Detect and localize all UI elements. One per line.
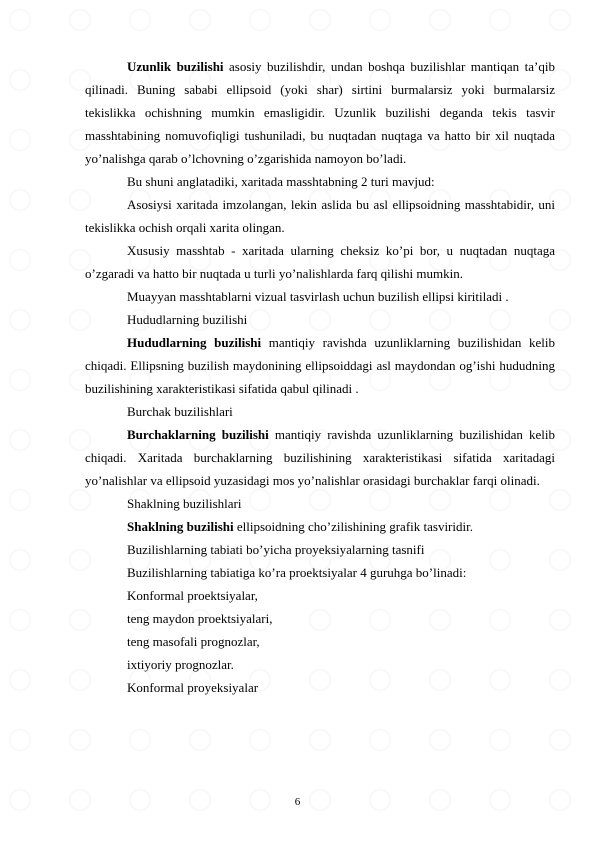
heading-shaklning-buzilishlari: Shaklning buzilishlari bbox=[127, 496, 242, 511]
paragraph-burchaklarning-buzilishi bbox=[85, 423, 555, 492]
list-item-teng-masofali: teng masofali prognozlar, bbox=[127, 634, 260, 649]
list-item-teng-maydon: teng maydon proektsiyalari, bbox=[127, 611, 273, 626]
heading-proyeksiyalar-tasnifi: Buzilishlarning tabiati bo’yicha proyeksiyalarning tasnifi bbox=[127, 542, 425, 557]
document-body bbox=[85, 55, 555, 699]
paragraph-text: ellipsoidning cho’zilishining grafik tasviridir. bbox=[233, 519, 473, 534]
paragraph-text: mantiqiy ravishda uzunliklarning buzilishidan kelib chiqadi. Xaritada burchaklarning buzilishining xarakteristikasi sifatida xaritadagi yo’nalishlar va ellipsoid yuzasidagi mos yo’nalishlar orasidagi burchaklar farqi olinadi. bbox=[85, 427, 555, 488]
list-item-konformal: Konformal proektsiyalar, bbox=[127, 588, 258, 603]
heading-hududlarning-buzilishi: Hududlarning buzilishi bbox=[127, 312, 248, 327]
paragraph-asosiy-masshtab: Asosiysi xaritada imzolangan, lekin aslida bu asl ellipsoidning masshtabidir, uni tekislikka ochish orqali xarita olingan. bbox=[85, 197, 555, 235]
term-hududlarning-buzilishi: Hududlarning buzilishi bbox=[127, 335, 262, 350]
paragraph-buzilish-ellipsi: Muayyan masshtablarni vizual tasvirlash uchun buzilish ellipsi kiritiladi . bbox=[127, 289, 509, 304]
paragraph-text: asosiy buzilishdir, undan boshqa buzilishlar mantiqan ta’qib qilinadi. Buning sababi ellipsoid (yoki shar) sirtini burmalarsiz yoki burmalarsiz tekislikka ochishning mumkin emasligidir. Uzunlik buzilishi deganda tekis tasvir masshtabining nomuvofiqligi tushuniladi, bu nuqtadan nuqtaga va hatto bir xil nuqtada yo’nalishga qarab o’lchovning o’zgarishida namoyon bo’ladi. bbox=[85, 59, 555, 166]
page-number: 6 bbox=[294, 796, 301, 808]
paragraph-guruhlar: Buzilishlarning tabiatiga ko’ra proektsiyalar 4 guruhga bo’linadi: bbox=[127, 565, 467, 580]
paragraph-shaklning-buzilishi bbox=[85, 515, 555, 538]
paragraph-text: mantiqiy ravishda uzunliklarning buzilishidan kelib chiqadi. Ellipsning buzilish maydonining ellipsoiddagi asl maydondan og’ishi hududning buzilishining xarakteristikasi sifatida qabul qilinadi . bbox=[85, 335, 555, 396]
heading-konformal-proyeksiyalar: Konformal proyeksiyalar bbox=[127, 680, 259, 695]
paragraph-masshtab-turlari: Bu shuni anglatadiki, xaritada masshtabning 2 turi mavjud: bbox=[127, 174, 435, 189]
term-shaklning-buzilishi: Shaklning buzilishi bbox=[127, 519, 234, 534]
heading-burchak-buzilishlari: Burchak buzilishlari bbox=[127, 404, 233, 419]
paragraph-uzunlik-buzilishi bbox=[85, 55, 555, 170]
paragraph-xususiy-masshtab: Xususiy masshtab - xaritada ularning cheksiz ko’pi bor, u nuqtadan nuqtaga o’zgaradi va hatto bir nuqtada u turli yo’nalishlarda farq qilishi mumkin. bbox=[85, 243, 555, 281]
term-uzunlik-buzilishi: Uzunlik buzilishi bbox=[127, 59, 224, 74]
term-burchaklarning-buzilishi: Burchaklarning buzilishi bbox=[127, 427, 269, 442]
list-item-ixtiyoriy: ixtiyoriy prognozlar. bbox=[127, 657, 234, 672]
paragraph-hududlarning-buzilishi bbox=[85, 331, 555, 400]
